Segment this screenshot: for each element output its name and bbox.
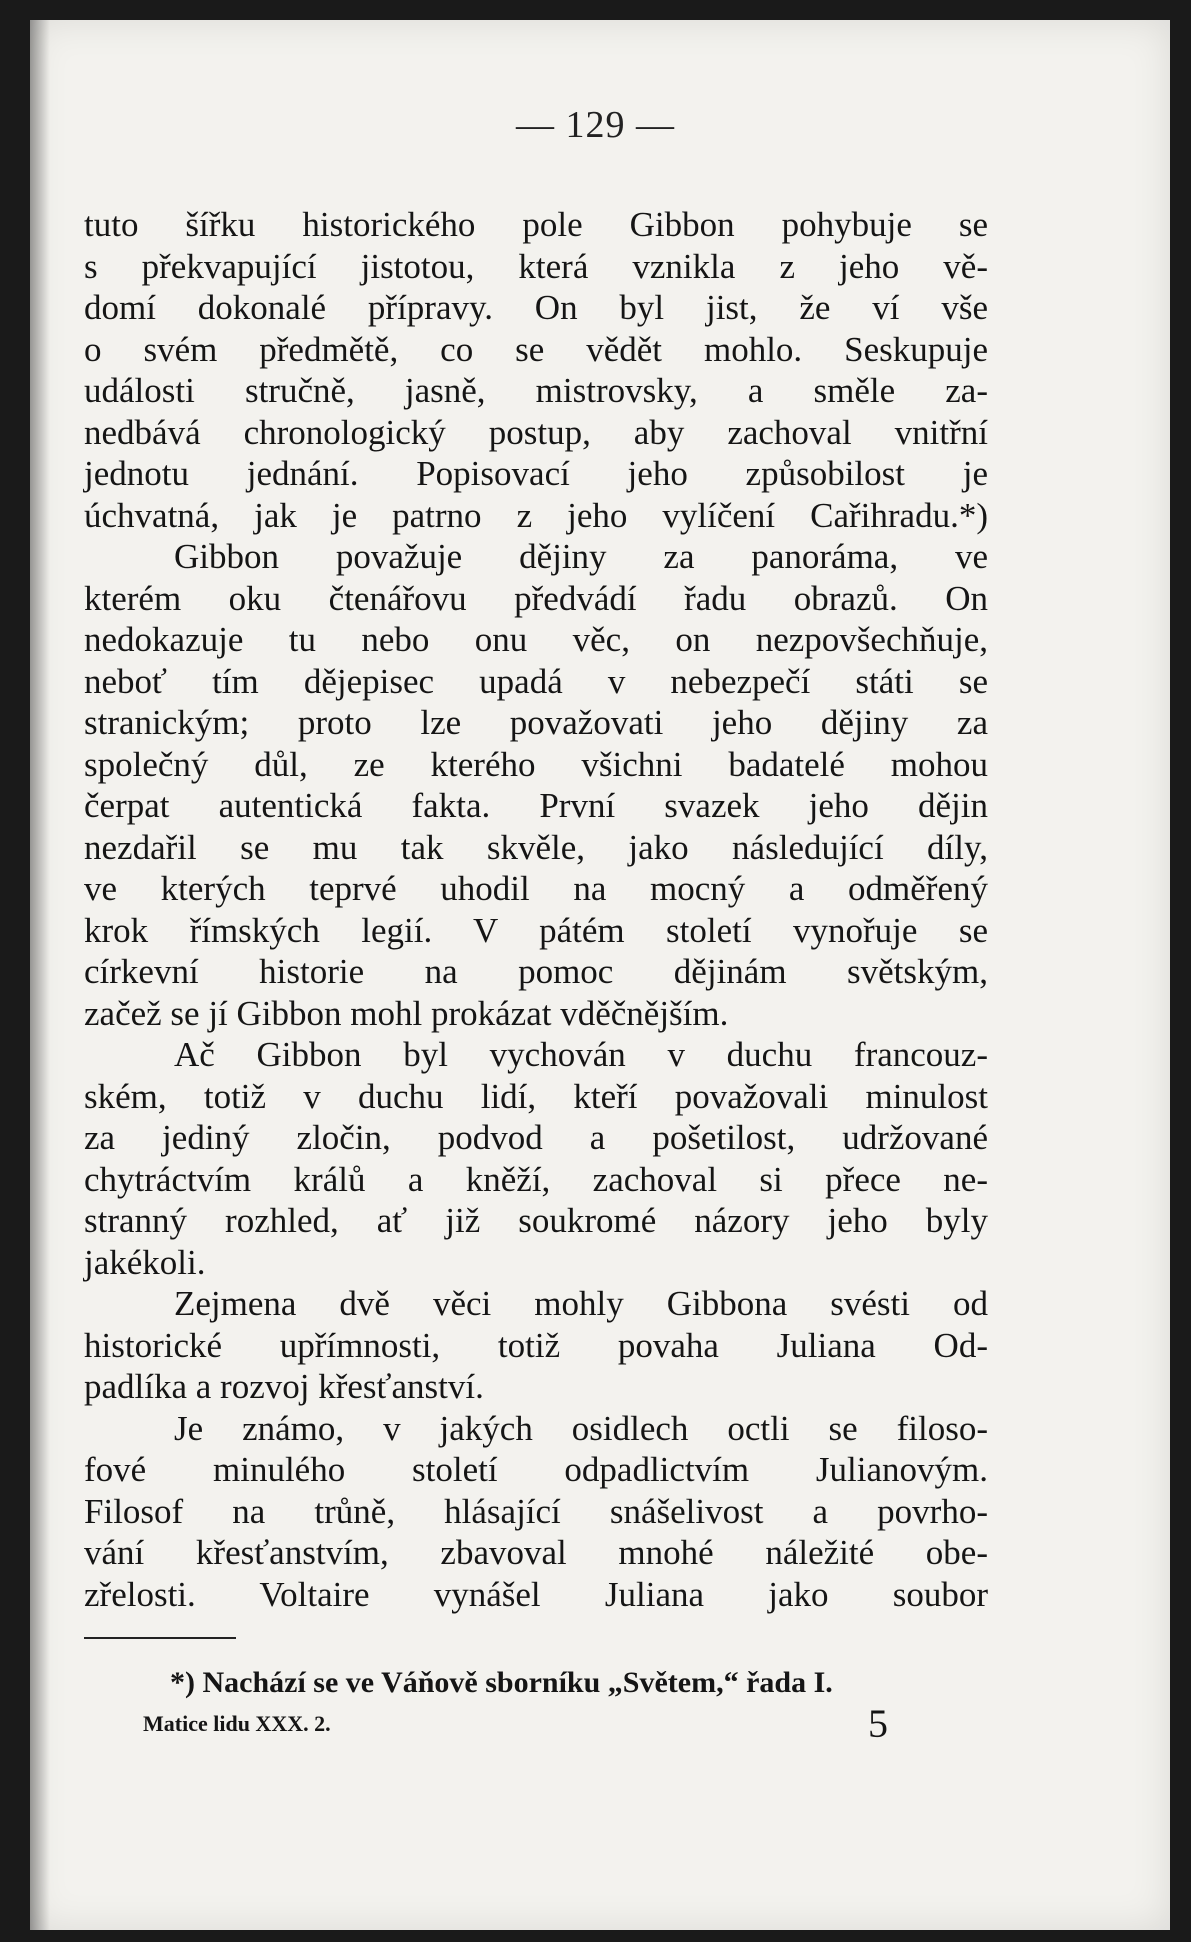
body-line: chytráctvím králů a kněží, zachoval si přece ne-	[84, 1159, 988, 1199]
body-line: Filosof na trůně, hlásající snášelivost a povrho-	[84, 1491, 988, 1531]
footnote: *) Nachází se ve Váňově sborníku „Světem,“ řada I.	[170, 1666, 833, 1699]
body-line: čerpat autentická fakta. První svazek jeho dějin	[84, 786, 988, 825]
body-line: stranickým; proto lze považovati jeho dějiny za	[84, 703, 988, 742]
body-line: krok římských legií. V pátém století vynořuje se	[84, 910, 988, 950]
printer-signature: Matice lidu XXX. 2.	[143, 1711, 331, 1736]
body-line: fové minulého století odpadlictvím Julianovým.	[84, 1450, 988, 1489]
body-line: stranný rozhled, ať již soukromé názory jeho byly	[84, 1201, 988, 1240]
body-line: nezdařil se mu tak skvěle, jako následující díly,	[84, 827, 988, 867]
body-line: události stručně, jasně, mistrovsky, a směle za-	[84, 371, 988, 410]
body-line: Zejmena dvě věci mohly Gibbona svésti od	[174, 1284, 988, 1323]
page-edge-shadow	[30, 20, 50, 1930]
body-line: jakékoli.	[84, 1242, 206, 1282]
body-line: nedokazuje tu nebo onu věc, on nezpovšechňuje,	[84, 620, 988, 659]
body-line: kterém oku čtenářovu předvádí řadu obrazů. On	[84, 578, 988, 618]
page-number: — 129 —	[516, 104, 675, 146]
body-line: domí dokonalé přípravy. On byl jist, že ví vše	[84, 288, 988, 327]
body-line: nedbává chronologický postup, aby zachoval vnitřní	[84, 412, 988, 452]
body-line: tuto šířku historického pole Gibbon pohybuje se	[84, 205, 988, 244]
body-line: společný důl, ze kterého všichni badatelé mohou	[84, 744, 988, 784]
body-line: historické upřímnosti, totiž povaha Juliana Od-	[84, 1325, 988, 1365]
body-line: zřelosti. Voltaire vynášel Juliana jako soubor	[84, 1574, 988, 1614]
footnote-rule	[84, 1637, 236, 1639]
body-line: ském, totiž v duchu lidí, kteří považovali minulost	[84, 1076, 988, 1116]
body-line: neboť tím dějepisec upadá v nebezpečí státi se	[84, 661, 988, 701]
body-line: s překvapující jistotou, která vznikla z jeho vě-	[84, 246, 988, 286]
body-line: za jediný zločin, podvod a pošetilost, udržované	[84, 1118, 988, 1157]
body-line: vání křesťanstvím, zbavoval mnohé náležité obe-	[84, 1533, 988, 1572]
body-line: církevní historie na pomoc dějinám světským,	[84, 952, 988, 991]
body-text	[84, 204, 988, 1615]
body-line: Ač Gibbon byl vychován v duchu francouz-	[174, 1035, 988, 1074]
body-line: Gibbon považuje dějiny za panoráma, ve	[174, 537, 988, 576]
body-line: padlíka a rozvoj křesťanství.	[84, 1367, 484, 1406]
body-line: o svém předmětě, co se vědět mohlo. Seskupuje	[84, 329, 988, 369]
body-line: začež se jí Gibbon mohl prokázat vděčnějším.	[84, 993, 729, 1033]
signature-number: 5	[868, 1701, 888, 1746]
body-line: úchvatná, jak je patrno z jeho vylíčení Cařihradu.*)	[84, 495, 988, 535]
body-line: jednotu jednání. Popisovací jeho způsobilost je	[84, 454, 988, 493]
body-line: ve kterých teprvé uhodil na mocný a odměřený	[84, 869, 988, 908]
body-line: Je známo, v jakých osidlech octli se filoso-	[174, 1408, 988, 1448]
